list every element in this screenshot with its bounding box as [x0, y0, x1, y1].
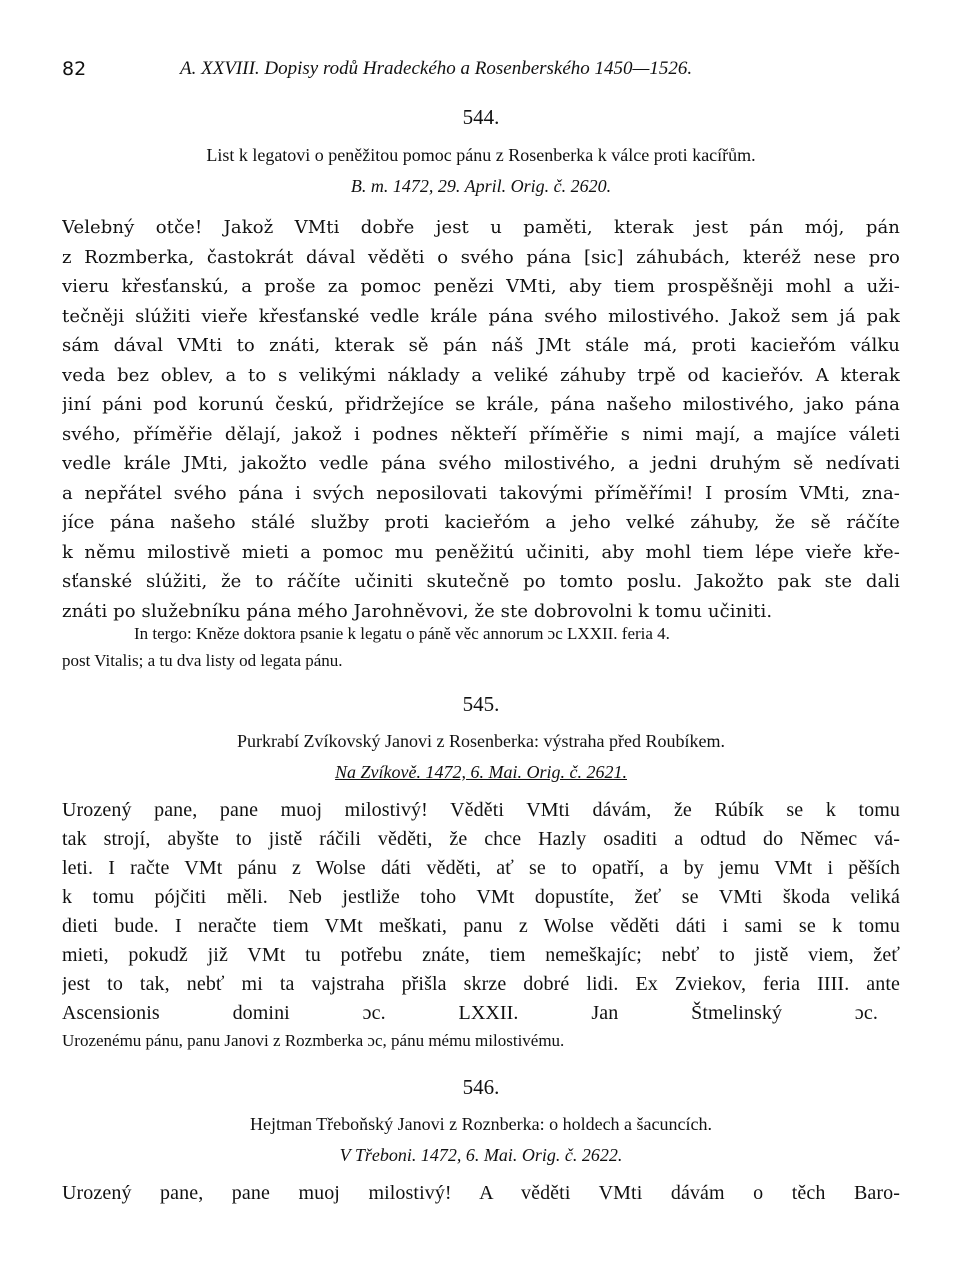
doc-544-line: a nepřátel svého pána i svých neposilovati takovými příměřími! I prosím VMti, zna- [62, 482, 900, 504]
in-tergo-line: In tergo: Kněze doktora psanie k legatu o páně věc annorum ɔc LXXII. feria 4. [134, 624, 670, 643]
doc-544-line: veda bez oblev, a to s velikými náklady a veliké záhuby trpě od kacieřóv. A kterak [62, 364, 900, 386]
doc-545-source [62, 762, 900, 783]
doc-545-line: dieti bude. I neračte tiem VMt meškati, panu z Wolse věděti dáti i sami se k tomu [62, 915, 900, 937]
doc-545-line: Urozený pane, pane muoj milostivý! Věděti VMti dávám, že Rúbík se k tomu [62, 799, 900, 821]
doc-545-number: 545. [462, 692, 500, 716]
doc-545-closing [62, 999, 900, 1028]
in-tergo-line: post Vitalis; a tu dva listy od legata pánu. [62, 651, 343, 670]
doc-544-line: k němu milostivě mieti a pomoc mu peněžitú učiniti, aby mohl tiem lépe vieře kře- [62, 541, 900, 563]
address-line: Urozenému pánu, panu Janovi z Rozmberka ɔc, pánu mému milostivému. [62, 1031, 565, 1050]
doc-546-heading: Hejtman Třeboňský Janovi z Roznberka: o holdech a šacuncích. [249, 1114, 713, 1134]
doc-545-address [62, 1027, 900, 1054]
doc-544-line: vedle krále JMti, jakožto vedle pána svého milostivého, a jedni druhým sě nedívati [62, 453, 900, 474]
doc-546-line: Urozený pane, pane muoj milostivý! A věděti VMti dávám o těch Baro- [62, 1182, 900, 1204]
running-head-title: A. XXVIII. Dopisy rodů Hradeckého a Rosenberského 1450—1526. [180, 58, 693, 79]
doc-546-number: 546. [462, 1075, 500, 1099]
doc-545-line: k tomu pójčiti měli. Neb jestliže toho VMt dopustíte, žeť se VMti škoda veliká [62, 886, 900, 908]
doc-544-line: sám dával VMti to znáti, kterak sě pán náš JMt stále má, proti kacieřóm válku [62, 335, 900, 356]
doc-545-source-text: Na Zvíkově. 1472, 6. Mai. Orig. č. 2621. [335, 762, 627, 782]
running-head [62, 58, 900, 84]
doc-544-line: sťanské slúžiti, že to ráčíte učiniti skutečně po tomto poslu. Jakožto pak ste dali [62, 571, 900, 592]
doc-544-line: vieru křesťanskú, a proše za pomoc penězi VMti, aby tiem prospěšněji mohl a uži- [62, 276, 900, 297]
doc-544-line: svého, příměřie dělají, jakož i podnes někteří příměřie s nimi mají, a majíce váleti [62, 423, 900, 445]
doc-544-line: tečněji slúžiti vieře křesťanské vedle krále pána svého milostivého. Jakož sem já pak [62, 305, 900, 327]
doc-545-signature: Jan Štmelinský ɔc. [591, 1002, 878, 1024]
doc-544-in-tergo [62, 620, 900, 674]
doc-545-heading: Purkrabí Zvíkovský Janovi z Rosenberka: výstraha před Roubíkem. [237, 731, 725, 751]
doc-545-closing-date: Ascensionis domini ɔc. LXXII. [62, 1002, 519, 1024]
doc-545-line: tak strojí, abyšte to jistě ráčili věděti, že chce Hazly osaditi a odtud do Němec vá- [62, 828, 900, 850]
page-number: 82 [62, 58, 87, 80]
doc-544-line: z Rozmberka, častokrát dával věděti o svého pána [sic] záhubách, kteréž nese pro [62, 246, 900, 268]
doc-544-number: 544. [462, 105, 500, 129]
doc-544-body [62, 213, 900, 626]
doc-544-line: Velebný otče! Jakož VMti dobře jest u paměti, kterak jest pán mój, pán [62, 217, 900, 238]
doc-545-line: mieti, pokudž již VMt tu potřebu znáte, tiem nemeškajíc; nebť to jistě viem, žeť [62, 944, 900, 966]
doc-545-body [62, 796, 900, 1028]
doc-544-heading: List k legatovi o peněžitou pomoc pánu z Rosenberka k válce proti kacířům. [206, 145, 756, 165]
doc-546-body [62, 1179, 900, 1208]
doc-544-line: jiní páni pod korunú českú, přidržejíce se krále, pána našeho milostivého, jako pána [62, 394, 900, 415]
doc-546-source: V Třeboni. 1472, 6. Mai. Orig. č. 2622. [339, 1145, 623, 1165]
doc-544-line: jíce pána našeho stálé služby proti kacieřóm a jeho velké záhuby, že sě ráčíte [62, 512, 900, 533]
doc-544-line: znáti po služebníku pána mého Jarohněvovi, že ste dobrovolni k tomu učiniti. [62, 600, 773, 622]
doc-545-line: leti. I račte VMt pánu z Wolse dáti věděti, ať se to opatří, a by jemu VMt i pěších [62, 857, 900, 879]
doc-545-line: jest to tak, nebť mi ta vajstraha přišla skrze dobré lidi. Ex Zviekov, feria IIII. ante [62, 973, 900, 995]
doc-544-source: B. m. 1472, 29. April. Orig. č. 2620. [350, 176, 612, 196]
